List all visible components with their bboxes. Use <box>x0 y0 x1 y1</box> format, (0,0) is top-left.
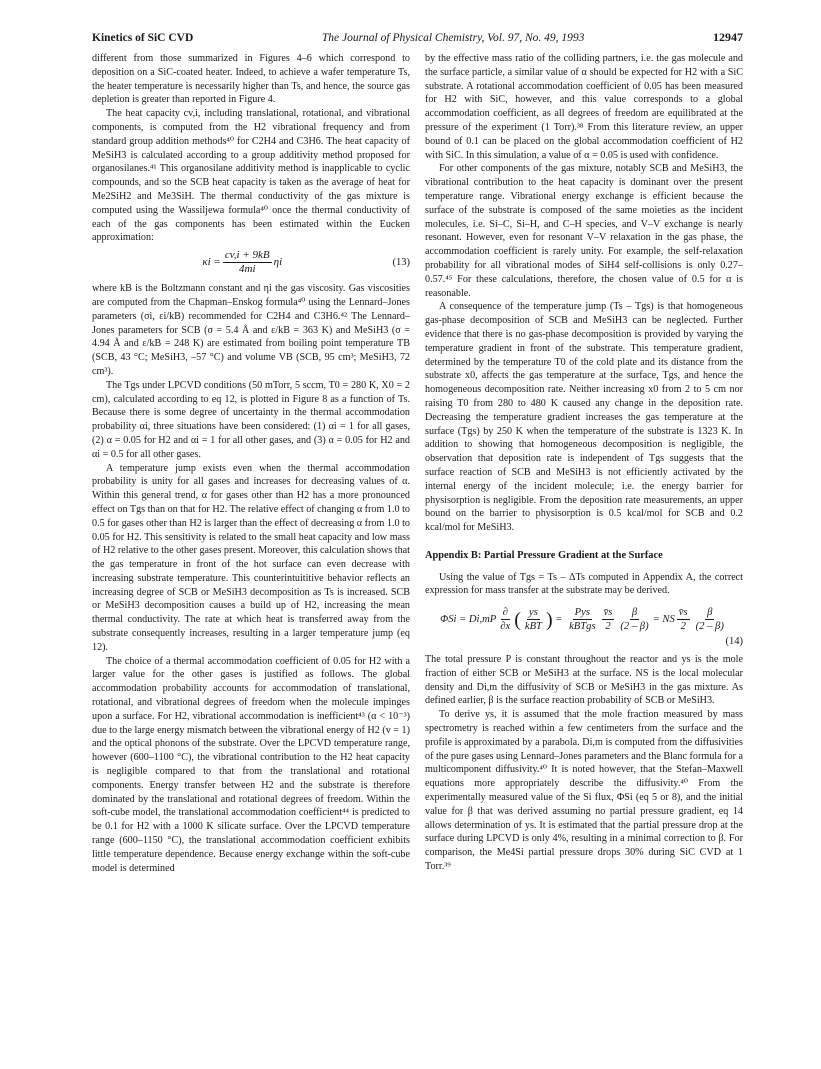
appendix-heading: Appendix B: Partial Pressure Gradient at the Surface <box>425 549 663 561</box>
eq14-beta2-num: β <box>707 607 713 619</box>
paragraph: The heat capacity cv,i, including translational, rotational, and vibrational components, is computed from the H2 vibrational frequency and from standard group addition methods⁴⁰ for C2H4 and C3H6. The heat capacity of MeSiH3 is calculated according to a group additivity method proposed for organosilanes.⁴¹ This organosilane additivity method is inapplicable to cyclic compounds, and so the SCB heat capacity is taken as the average of heat for Me2SiH2 and Me3SiH. The thermal conductivity of the gas mixture is computed using the Wassiljewa formula⁴⁰ once the thermal conductivity of each of the gas components has been estimated within the Eucken approximation: <box>92 108 410 244</box>
eq14-inner <box>523 606 544 633</box>
open-paren: ( <box>514 608 521 631</box>
right-column <box>425 52 743 874</box>
eq14-vs1 <box>602 606 615 633</box>
paragraph: different from those summarized in Figures 4–6 which correspond to deposition on a SiC-coated heater. Indeed, to achieve a wafer temperature Ts, the heater temperature is necessarily higher than Ts, and hence, the source gas depletion is greater than reported in Figure 4. <box>92 53 410 106</box>
eq14-deriv-num: ∂ <box>502 607 508 619</box>
running-title: Kinetics of SiC CVD <box>92 32 194 44</box>
equation-number: (14) <box>725 636 743 648</box>
eq14-inner-den: kBT <box>524 621 542 633</box>
eq14-derivative <box>498 606 512 633</box>
paragraph: To derive ys, it is assumed that the mole fraction measured by mass spectrometry is reached within a few centimeters from the surface and the profile is approximated by a parabola. Di,m is computed from the diffusivities of the pure gases using Lennard–Jones parameters and the Blanc formula for a multicomponent diffusivity.⁴⁰ It is noted however, that the Stefan–Maxwell equations more appropriately describe the diffusivity.⁴⁰ From the experimentally measured value of the Si flux, ΦSi (eq 5 or 8), and the initial value for β that was derived assuming no partial pressure gradient, eq 14 allows determination of ys. It is estimated that the partial pressure drop at the surface during LPCVD is only 4%, resulting in a minimal correction to β. For comparison, the Me4Si partial pressure drops 30% during SiC CVD at 1 Torr.³⁹ <box>425 709 743 873</box>
eq14-vs2-num: v̄s <box>678 607 688 619</box>
eq13-tail: ηi <box>273 255 283 268</box>
close-paren: ) <box>545 608 553 631</box>
eq14-ns: = NS <box>652 613 675 625</box>
eq14-mid1-den: kBTgs <box>569 621 596 633</box>
eq14-inner-num: ys <box>529 607 538 619</box>
eq13-lhs: κi = <box>202 255 221 268</box>
eq14-vs1-den: 2 <box>605 621 611 633</box>
eq14-deriv-den: ∂x <box>500 621 511 633</box>
eq14-beta1-den: (2 – β) <box>620 621 649 633</box>
eq14-equals: = <box>552 613 566 625</box>
paragraph: where kB is the Boltzmann constant and ηi the gas viscosity. Gas viscosities are computed from the Chapman–Enskog formula⁴⁰ using the Lennard–Jones parameters (σi, εi/kB) recommended for C2H4 and C3H6.⁴² The Lennard–Jones parameters for SCB (σ = 5.4 Å and ε/kB = 363 K) and MeSiH3 (σ = 4.94 Å and ε/kB = 248 K) are estimated from boiling point temperature TB (SCB, 43 °C; MeSiH3, –57 °C) and volume VB (SCB, 95 cm³; MeSiH3, 72 cm³). <box>92 283 410 377</box>
paragraph: The total pressure P is constant throughout the reactor and ys is the mole fraction of either SCB or MeSiH3 at the surface. NS is the local molecular density and Di,m the diffusivity of SCB or MeSiH3 in the gas mixture. As defined earlier, β is the surface reaction probability of SCB or MeSiH3. <box>425 654 743 707</box>
eq14-beta1-num: β <box>631 607 638 619</box>
eq13-numerator: cv,i + 9kB <box>224 249 270 262</box>
paragraph: For other components of the gas mixture, notably SCB and MeSiH3, the vibrational contribution to the heat capacity is dominant over the present temperature range. Vibrational energy exchange is efficient because the surface of the substrate is composed of the same moieties as the incident molecules, i.e. Si–C, Si–H, and C–H species, and V–V exchange is nearly resonant. However, even for resonant V–V relaxation in the gas phase, the accommodation coefficient is rarely unity. For example, the self-relaxation probability for all vibrational modes of SiH4 self-collisions is only 0.27–0.57.⁴⁵ For these calculations, therefore, the chosen value of 0.5 for α is reasonable. <box>425 163 743 299</box>
eq14-mid1 <box>567 606 597 633</box>
eq13-fraction <box>223 249 272 276</box>
eq14-beta2 <box>694 606 726 633</box>
paragraph: A consequence of the temperature jump (Ts – Tgs) is that homogeneous gas-phase decomposition of SCB and MeSiH3 can be neglected. Further evidence that there is no gas-phase decomposition is provided by varying the temperature gradient in front of the substrate. This temperature gradient, determined by the temperature T0 of the cold plate and its distance from the substrate x0, affects the gas temperature at the surface, Tgs, and hence the homogeneous decomposition rate. Neither increasing x0 from 2 to 5 cm nor raising T0 from 280 to 480 K caused any change in the deposition rate. Decreasing the temperature gradient increases the gas temperature at the surface (Tgs) by 250 K when the temperature of the substrate is 1323 K. In addition to showing that homogeneous decomposition is negligible, the observation that deposition rate is independent of Tgs suggests that the surface reaction of SCB and MeSiH3 is not efficiently activated by the internal energy of the incident molecule; i.e. the energy barrier for physisorption is negligible. From the deposition rate measurements, an upper bound on the barrier to physisorption is 0.5 kcal/mol for SCB and 0.2 kcal/mol for MeSiH3. <box>425 301 743 534</box>
paragraph: The Tgs under LPCVD conditions (50 mTorr, 5 sccm, T0 = 280 K, X0 = 2 cm), calculated according to eq 12, is plotted in Figure 8 as a function of Ts. Because there is some degree of uncertainty in the thermal accommodation probability αi, three situations have been considered: (1) αi = 1 for all gases, (2) α = 0.05 for H2 and αi = 1 for all other gases, and (3) α = 0.05 for H2 and αi = 0.5 for all other gases. <box>92 379 410 460</box>
eq14-beta1 <box>618 606 650 633</box>
paragraph: A temperature jump exists even when the thermal accommodation probability is unity for all gases and increases for decreasing values of α. Within this general trend, α for gases other than H2 has a more pronounced effect on Tgs than on that for H2. The relative effect of changing α from 1.0 to 0.5 for gases other than H2 is larger than the effect of decreasing α from 1.0 to 0.05 for H2. This sensitivity is related to the small heat capacity and low mass of H2 relative to the other gases present. Moreover, this calculation shows that the gas temperature in front of the hot surface can even decrease with increasing substrate temperature. This counterintuititive behavior reflects an increasing degree of SCB or MeSiH3 decomposition as Ts is increased. SCB or MeSiH3 decomposition causes a build up of H2, increasing the mean thermal conductivity. The rate at which heat is transferred away from the substrate consequently increases, resulting in a larger temperature jump (eq 12). <box>92 462 410 653</box>
equation-number: (13) <box>392 256 410 268</box>
eq13-denominator: 4mi <box>239 263 256 276</box>
journal-citation: The Journal of Physical Chemistry, Vol. 97, No. 49, 1993 <box>321 32 585 44</box>
left-column <box>92 52 410 875</box>
eq14-lhs: ΦSi = Di,mP <box>440 613 497 625</box>
eq14-vs2 <box>677 606 690 633</box>
eq14-beta2-den: (2 – β) <box>695 621 724 633</box>
paragraph: by the effective mass ratio of the colliding partners, i.e. the gas molecule and the surface particle, a similar value of α should be expected for H2 with a SiC substrate. A rotational accommodation coefficient of 0.05 has been measured for H2 with SiC, however, and this value corresponds to a global accommodation coefficient, as all degrees of freedom are equilibrated at the pressure of the experiment (1 Torr).³⁸ From this literature review, an upper bound of 0.1 can be placed on the global accommodation coefficient of H2 with SiC. In this simulation, a value of α = 0.05 is used with confidence. <box>425 53 743 161</box>
eq14-vs2-den: 2 <box>680 621 686 633</box>
eq14-vs1-num: v̄s <box>603 607 613 619</box>
eq14-mid1-num: Pys <box>574 607 590 619</box>
equation-13 <box>92 249 410 276</box>
paragraph: The choice of a thermal accommodation coefficient of 0.05 for H2 with a larger value for the other gases is justified as follows. The global accommodation probability accounts for accommodation of translational, rotational, and vibrational degrees of freedom when the molecule impinges upon a surface. For H2, vibrational accommodation is inefficient⁴³ (α < 10⁻³) due to the large energy mismatch between the vibrational energy of H2 (v = 1) and the optical phonons of the substrate. Over the LPCVD temperature range, however (600–1100 °C), the vibrational contribution to the H2 heat capacity is negligible compared to that from the translational and rotational components. Energy transfer between H2 and the substrate is therefore dominated by the translational and rotational degrees of freedom. Within the soft-cube model, the translational accommodation coefficient⁴⁴ is predicted to be 0.1 for H2 with a 1000 K silicate surface. Over the LPCVD temperature range (600–1150 °C), the translational accommodation coefficient exhibits little temperature dependence. Because energy exchange within the soft-cube model is determined <box>92 655 410 874</box>
paragraph: Using the value of Tgs = Ts – ΔTs computed in Appendix A, the correct expression for mass transfer at the substrate may be derived. <box>425 571 743 597</box>
equation-14 <box>425 606 743 633</box>
running-header <box>92 30 743 50</box>
page-number: 12947 <box>713 30 743 44</box>
